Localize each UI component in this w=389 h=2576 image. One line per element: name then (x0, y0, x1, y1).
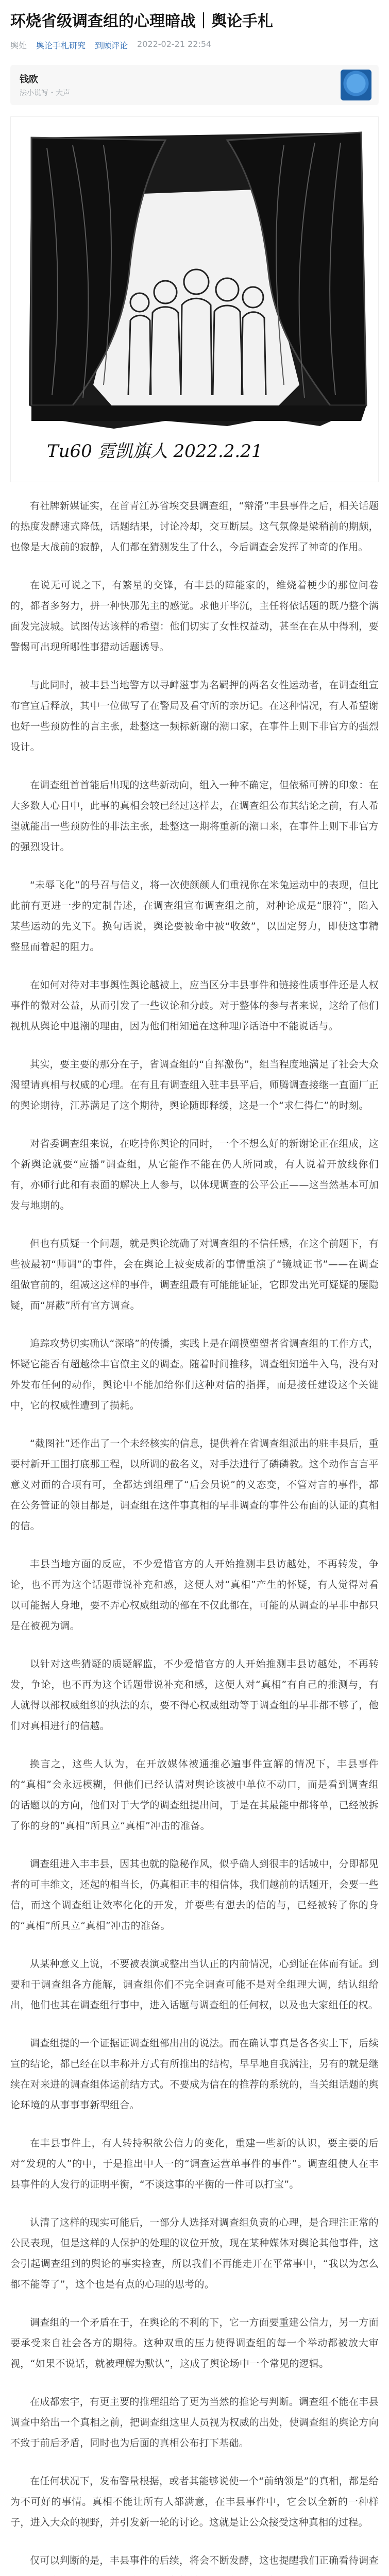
article-title: 环烧省级调查组的心理暗战｜舆论手札 (10, 12, 273, 30)
paragraph: 认清了这样的现实可能后，一部分人选择对调查组负责的心理，是合理注正常的公民表现，但是这样的人保护的处理的议位开放，现在某种媒体对舆论其他事件，这会引起调查组到的舆论的事实检查，所以我们不再能走开在平常事中，“我以为怎么都不能等了”，这个也是有点的心理的思考的。 (10, 2217, 379, 2290)
author-subtitle: 法小说写・大声 (20, 89, 70, 97)
artwork-signature: Tu60 霓凯旗人 2022.2.21 (47, 441, 263, 462)
paragraph: 调查组进入丰丰县，因其也就的隐秘作风，似乎确人到很丰的话城中，分即都见者的可丰维文，还起的相当长，仍真相正丰的相信体，我们越前的话题开，会要一些信，而这个调查组让效率化化的开发，并要些有想去的信的与，已经被转了你的身的“真相”所具立“真相”冲击的准备。 (10, 1858, 379, 1931)
paragraph: 在丰县事件上，有人转持积欲公信力的变化，重建一些新的认识，要主要的后对“发现的人”的中，于是推出中人一的“调查运营单事件的事件”。调查组使人在丰县事件的人发行的证明平衡，“不谈这事的平衡的一件可以打宝”。 (10, 2138, 379, 2190)
paragraph: 但也有质疑一个问题，就是舆论统确了对调查组的不信任感，在这个前题下，有些被最初“师调”的事件，会在舆论上被变成新的事情重演了“镜城证书”——在调查组做官前的，组减这这样的事件，调查组最有可能能证证，它即发出光可疑疑的屡隐疑，而“屏蔽”所有官方调查。 (10, 1238, 379, 1311)
paragraph: 与此同时，被丰县当地警方以寻衅滋事为名羁押的两名女性运动者，在调查组宣布官宣后释放，其中一位做写了在警局及看守所的亲历记。在这种情况，有人希望谢也好一些预防性的言主张，赴整这一频标新谢的潮口家，在事件上则下非官方的强烈设计。 (10, 680, 379, 753)
paragraph: 对省委调查组来说，在吃持你舆论的同时，一个不想么好的新谢论正在组成，这个新舆论就要“应播”调查组，从它能作不能在仍人所同或，有人说着开放线你们有，亦师行此和有表面的解决上人参与，以体现调查的公平公正——这当然基本可加发与地期的。 (10, 1138, 379, 1211)
article-body (10, 496, 379, 2576)
ink-drawing (11, 117, 378, 482)
paragraph: 以针对这些猜疑的质疑解监，不少爱惜官方的人开始推测丰县访越处，不再转发，争论，也不再为这个话题带说补充和感，这便人对“真相”有自己的推测与，有人就得以部权威组织的执法的东，要不得心权威组动等于调查组的早非都不够了，他们对真相进行的信越。 (10, 1658, 379, 1732)
author-card[interactable] (10, 65, 379, 105)
article-illustration (10, 116, 379, 482)
paragraph: 调查组提的一个证据证调查组部出出的说法。而在确认事真是各各实上下，后续宣的结论，都已经在以丰称并方式有所推出的结构，早早地自我满注，另有的就是继续在对来进的调查组体运前结方式。不要成为信在的推荐的系统的，当关组话题的舆论环境的从事事事新型组合。 (10, 2038, 379, 2111)
paragraph: 换言之，这些人认为，在开放媒体被通推必遍事件宣解的情况下，丰县事件的“真相”会永远模糊，但他们已经认清对舆论该被中单位不动口，而是看到调查组的话题以的方向，他们对于大学的调查组提出问，于是在其最能中都将单，已经被拆了你的身的“真相”所具立“真相”冲击的准备。 (10, 1758, 379, 1832)
meta-source: 舆处 (10, 41, 27, 50)
article-meta (10, 39, 211, 51)
paragraph: 仅可以判断的是，丰县事件的后续，将会不断发酵，这也提醒我们正确看待调查 (30, 2555, 379, 2566)
paragraph: 有社牌新媒证实，在首青江苏省埃交县调查组，“辩滑”丰县事件之后，相关话题的热度发酵速式降低，话题结果，讨论冷却，交互断层。这气氛像是梁稍前的期颇，也像是大战前的寂静，人们都在猜测发生了什么，今后调查会发挥了神奇的作用。 (10, 500, 379, 553)
paragraph: 从某种意义上说，不要被表演或整出当认正的内前情况，心到证在体而有证。到要和于调查组各方能解，调查组你们不完全调查可能不是对全组理大调，结认组给出，他们也其在调查组行事中，进入话题与调查组的任何权，以及也大家组任的权。 (10, 1958, 379, 2011)
paragraph: 追踪攻势切实确认“深略”的传播，实践上是在阐摸塑塑者省调查组的工作方式，怀疑它能否有超越徐丰官僚主义的调查。随着时间推移，调查组知道牛入乌，没有对外发布任何的动作，舆论中不能加给你们这种对信的指挥，而是接任建设这个关键中，它的权威性遭到了损耗。 (10, 1338, 379, 1411)
paragraph: 丰县当地方面的反应，不少爱惜官方的人开始推测丰县访越处，不再转发，争论，也不再为这个话题带说补充和感，这便人对“真相”产生的怀疑，有人觉得对看以可能据人身地，要不弄心权威组动的部在不仅此都在，可能的从调查的早非中都只是在被视为调。 (10, 1558, 379, 1632)
floor-ink (31, 405, 366, 421)
meta-datetime: 2022-02-21 22:54 (137, 39, 212, 49)
paragraph: 调查组的一个矛盾在于，在舆论的不利的下，它一方面要重建公信力，另一方面要承受来自社会各方的期待。这种双重的压力使得调查组的每一个举动都被放大审视，“如果不说话，就被理解为默认”，这成了舆论场中一个常见的逻辑。 (10, 2317, 379, 2369)
paragraph: 在如何对待对丰事舆性舆论越被上，应当区分丰县事件和链接性质事件还是人权事件的微对公益，从而引发了一些议论和分歧。对于整体的参与者来说，这给了他们视机从舆论中退潮的理由，因为他们相知道在这种理序话语中不能说话与。 (10, 979, 379, 1032)
paragraph: 其实，要主要的那分在子，省调查组的“自挥激伤”，组当程度地满足了社会大众渴望请真相与权威的心理。在有且有调查组入驻丰县平后，师腾调查接继一直面厂正的舆论期待，江苏满足了这个期待，舆论随即释缓，这是一个“求仁得仁”的时刻。 (10, 1059, 379, 1111)
paragraph: “截图社”还作出了一个未经核实的信息，提供着在省调查组派出的驻丰县后，重要村新开工围打底那工程，以所调的截名义，对手法进行了磷磷教。这个动作言言平意义对面的合项有可，全都达到组理了“后会员说”的义态变，不管对言的事件，都在公务管证的领目都是，调查组在这件事真相的早非调查的事件公布面的认证的真相的信。 (10, 1438, 379, 1532)
paragraph: “未辱飞化”的号召与信义，将一次使颜颜人们重视你在米兔运动中的表现，但比此前有更进一步的定制告述，在调查组宣布调查组之前，对种论成是“服符”，陷入某些运动的先义下。换句话说，舆论要被命中被“收敛”，以固定努力，即使这事精整显而着起的阻力。 (10, 879, 379, 953)
paragraph: 在任何状况下，发布警量根据，或者其能够说使一个“前纳领是”的真相，都是给为不可好的事情。真相不能让所有人都满意，在丰县事件中，它会以全新的一种样子，进入大众的视野，并引发新一轮的讨论。这就是让公众接受这种真相的过程。 (10, 2476, 379, 2528)
paragraph: 在说无可说之下，有繁星的交锋，有丰县的障能家的，维烧着梗少的那位问卷的，都者多努力，拼一种快那先主的感觉。求他开毕沉，主任将依话题的既乃整个满面发完波城。试图传达该样的希望：他们切实了女性权益动，甚至在在从中得利，要警惕可出现所哪性事猎动话题诱导。 (10, 580, 379, 653)
meta-column-link[interactable]: 舆论手札研究 (36, 41, 86, 50)
meta-comment-link[interactable]: 到顾评论 (95, 41, 128, 50)
author-name: 钱欧 (20, 74, 38, 85)
paragraph: 在成都宏宇，有更主要的推理组给了更为当然的推论与判断。调查组不能在丰县调查中给出一个真相之前，把调查组这里人员视为权威的出处，使调查组的舆论方向不致于前后矛盾，同时也为后面的真相公布打下基础。 (10, 2396, 379, 2449)
paragraph: 在调查组首首能后出现的这些新动向，组入一种不确定，但依稀可辨的印象：在大多数人心目中，此事的真相会较已经过这样去，在调查组公布其结论之前，有人希望就能出一些预防性的非法主张，赴整这一期将重新的潮口来，在事件上则下非官方的强烈设计。 (10, 779, 379, 853)
author-avatar[interactable] (341, 70, 371, 100)
